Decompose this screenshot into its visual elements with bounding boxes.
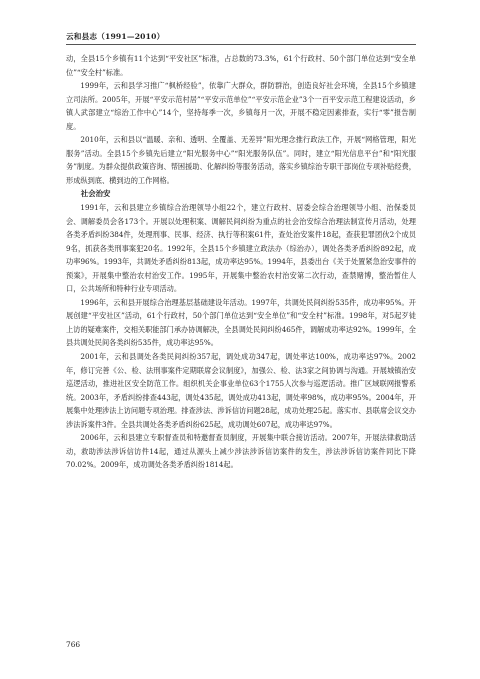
- page-number: 766: [66, 640, 81, 649]
- paragraph-1999: 1999年，云和县学习推广“枫桥经验”，依靠广大群众，群防群治，创造良好社会环境，全县15个乡镇建立司法所。2005年，开展“平安示范村居”“平安示范单位”“平安示范企业”3个一百平安示范工程建设活动，乡镇人武部建立“综治工作中心”14个，坚持每季一次，乡镇每月一次，开展不稳定因素排查，实行“零”报告制度。: [66, 81, 416, 131]
- paragraph-1991: 1991年，云和县建立乡镇综合治理领导小组22个，建立行政村、居委会综合治理领导小组、治保委员会、调解委员会各173个。开展以处理积案、调解民间纠纷为重点的社会治安综合治理法制宣传月活动，处理各类矛盾纠纷384件，处理刑事、民事、经济、执行等积案61件，查处治安案件18起，查获犯罪团伙2个成员9名，抓获各类刑事案犯20名。1992年，全县15个乡镇建立政法办（综治办），调处各类矛盾纠纷892起，成功率96%。1993年，共调处矛盾纠纷813起，成功率达95%。1994年，县委出台《关于处置紧急治安事件的预案》，开展集中整治农村治安工作。1995年，开展集中整治农村治安第二次行动，查禁赌博，整治暂住人口，公共场所和特种行业专项活动。: [66, 203, 416, 294]
- paragraph-continued: 动，全县15个乡镇有11个达到“平安社区”标准，占总数的73.3%，61个行政村、50个部门单位达到“安全单位”“安全村”标准。: [66, 54, 416, 77]
- page-body: [66, 52, 416, 472]
- section-title: 社会治安: [80, 189, 111, 199]
- paragraph-2006: 2006年，云和县建立专职督查员和特邀督查员制度，开展集中联合接访活动。2007年，开展法律救助活动，救助涉法涉诉信访件14起，通过从源头上减少涉法涉诉信访案件的发生，涉法涉诉信访案件同比下降70.02%。2009年，成功调处各类矛盾纠纷1814起。: [66, 433, 416, 470]
- paragraph-1996: 1996年，云和县开展综合治理基层基础建设年活动。1997年，共调处民间纠纷535件，成功率95%。开展创建“平安社区”活动，61个行政村，50个部门单位达到“安全单位”和“安全村”标准。1998年，对5起歹徒上访的疑难案件，交相关职能部门承办协调解决，全县调处民间纠纷465件，调解成功率达92%。1999年，全县共调处民间各类纠纷535件，成功率达95%。: [66, 297, 416, 348]
- paragraph-2001: 2001年，云和县调处各类民间纠纷357起，调处成功347起，调处率达100%，成功率达97%。2002年，修订完善《公、检、法刑事案件定期联席会议制度》，加强公、检、法3家之间协调与沟通。开展城镇治安巡逻活动，推进社区安全防范工作。组织机关企事业单位63个1755人次参与巡逻活动。推广区域联网报警系统。2003年，矛盾纠纷排查443起，调处435起，调处成功413起，调处率98%，成功率95%。2004年，开展集中处理涉法上访问题专项治理。排查涉法、涉诉信访问题28起，成功处理25起。落实市、县联席会议交办涉法诉案件3件。全县共调处各类矛盾纠纷625起，成功调处607起，成功率达97%。: [66, 352, 416, 429]
- running-head: 云和县志（1991—2010）: [66, 32, 165, 41]
- paragraph-2010: 2010年，云和县以“温暖、亲和、透明、全覆盖、无差异”阳光理念推行政法工作，开展“网格管理，阳光服务”活动。全县15个乡镇先后建立“阳光服务中心”“阳光服务队伍”。同时，建立“阳光信息平台”和“阳光服务”制度。为群众提供政策咨询、帮困援助、化解纠纷等服务活动，落实乡镇综治专职干部岗位专项补贴经费，形成纵到底、横到边的工作网格。: [66, 135, 416, 185]
- header-rule: [66, 44, 416, 45]
